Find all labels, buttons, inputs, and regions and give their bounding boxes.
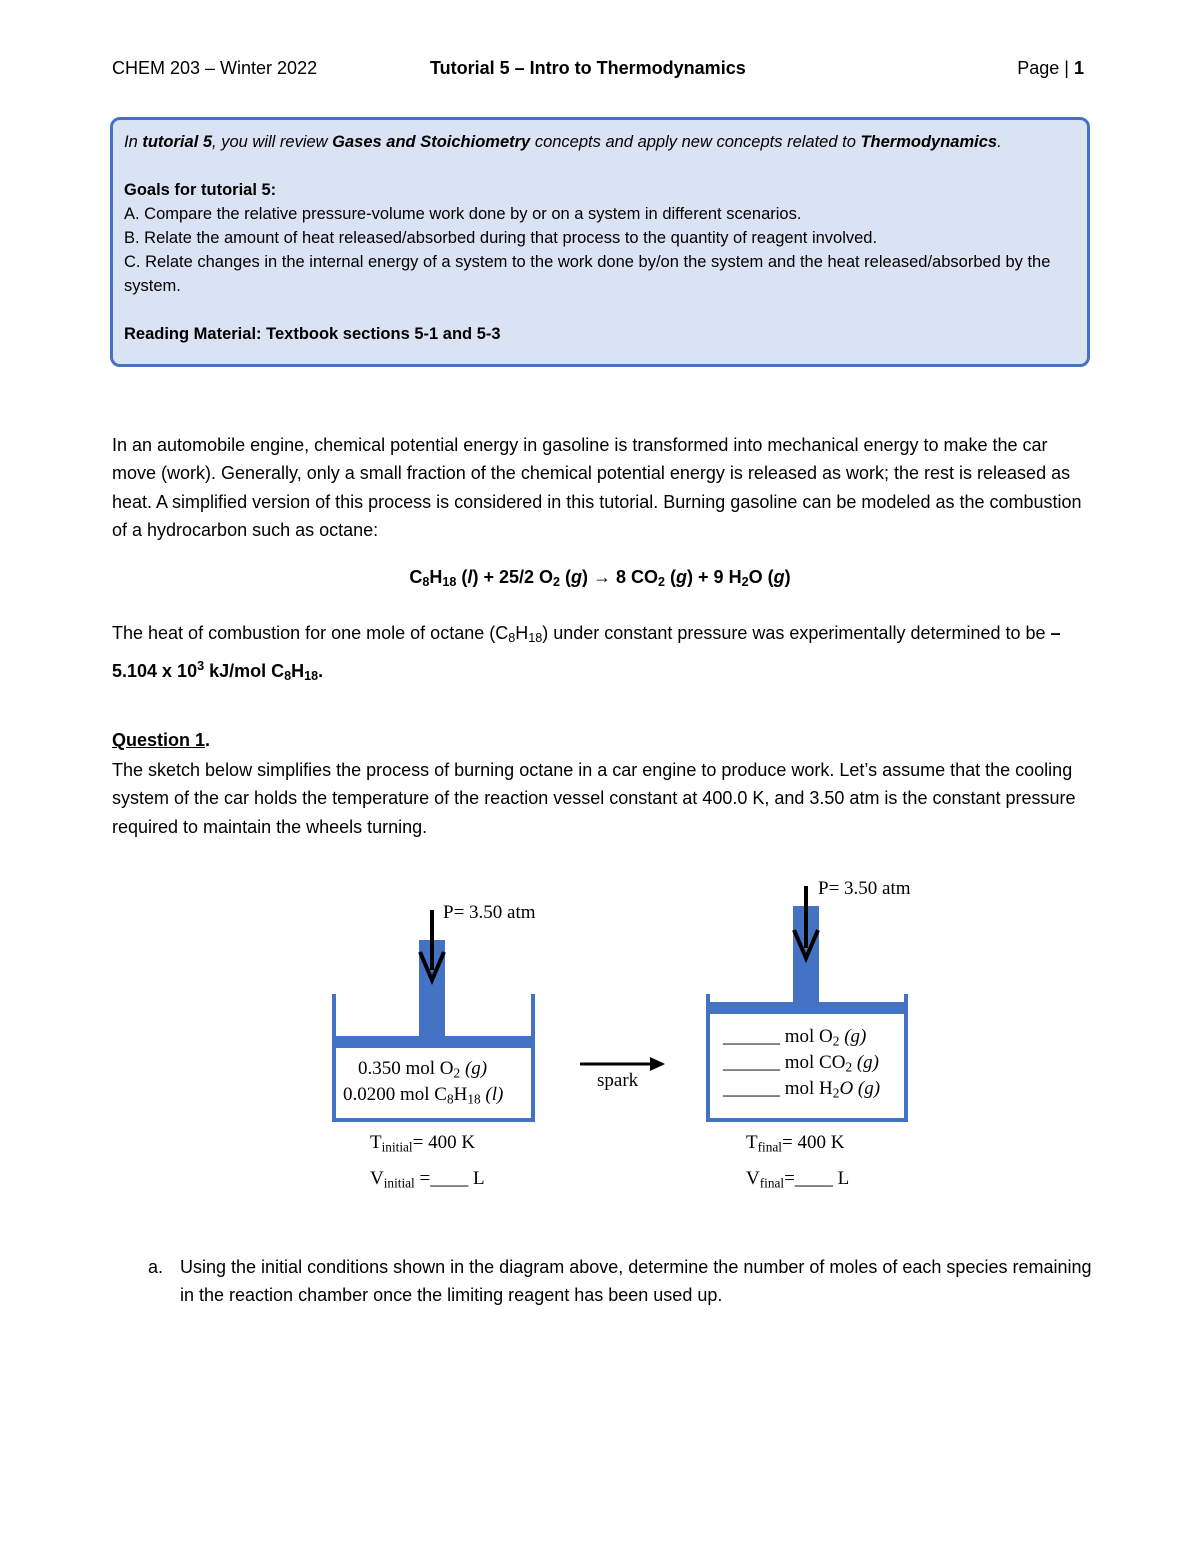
initial-temperature: $T_{initial}= 400$ K — [370, 1132, 476, 1155]
goals-box — [110, 117, 1090, 367]
final-pressure-label: P= 3.50 atm — [818, 878, 911, 899]
final-o2-label: ______ mol $O_2$ (g) — [723, 1026, 867, 1049]
initial-o2-label: 0.350 mol $O_2$ (g) — [358, 1058, 488, 1081]
spark-label: spark — [597, 1070, 639, 1091]
combustion-equation: $C_8H_{18}$ (l) + 25/2 $O_2$ (g) → 8 $CO_2$ (g) + 9 $H_2O$ (g) — [409, 567, 791, 590]
question-body: The sketch below simplifies the process of burning octane in a car engine to produce work. Let’s assume that the cooling system of the car holds the temperature of the reaction vessel constant at 400.0 K, and 3.50 atm is the constant pressure required to maintain the wheels turning. — [112, 760, 1076, 837]
intro-text: concepts and apply new concepts related to — [530, 133, 861, 151]
course-header: CHEM 203 – Winter 2022 — [112, 58, 318, 78]
question-title: Question 1. — [112, 730, 211, 750]
document-title: Tutorial 5 – Intro to Thermodynamics — [430, 58, 746, 78]
piston-drawing — [0, 870, 1200, 1210]
final-volume: $V_{final}=\_\_\_\_$ L — [746, 1168, 850, 1191]
goals-heading: Goals for tutorial 5: — [124, 181, 277, 199]
final-co2-label: ______ mol $CO_2$ (g) — [723, 1052, 880, 1075]
reading-material: Reading Material: Textbook sections 5-1 and 5-3 — [124, 325, 501, 343]
heat-paragraph: The heat of combustion for one mole of octane $(C_8H_{18})$ under constant pressure was experimentally determined to be – 5.104 x $10^3$ kJ/mol $C_8H_{18}$. — [112, 623, 1061, 684]
intro-text: In — [124, 133, 143, 151]
subquestion-text: Using the initial conditions shown in the diagram above, determine the number of moles of each species remaining in the reaction chamber once the limiting reagent has been used up. — [180, 1257, 1092, 1305]
intro-topic: Thermodynamics — [860, 133, 998, 151]
subquestion-marker: a. — [148, 1257, 164, 1277]
initial-volume: $V_{initial}$ =____ L — [370, 1168, 485, 1191]
final-temperature: $T_{final}= 400$ K — [746, 1132, 845, 1155]
intro-tutorial: tutorial 5 — [142, 133, 213, 151]
spark-arrow — [580, 1057, 665, 1071]
goal-a: A. Compare the relative pressure-volume work done by or on a system in different scenarios. — [124, 205, 802, 223]
intro-text: , you will review — [212, 133, 333, 151]
intro-paragraph: In an automobile engine, chemical potential energy in gasoline is transformed into mechanical energy to make the car move (work). Generally, only a small fraction of the chemical potential energy is released as work; the rest is released as heat. A simplified version of this process is considered in this tutorial. Burning gasoline can be modeled as the combustion of a hydrocarbon such as octane: — [112, 435, 1082, 541]
intro-topic: Gases and Stoichiometry — [332, 133, 531, 151]
goals-intro — [124, 130, 1076, 154]
goal-b: B. Relate the amount of heat released/absorbed during that process to the quantity of reagent involved. — [124, 229, 878, 247]
page-number — [1017, 58, 1084, 79]
intro-text: . — [997, 133, 1002, 151]
goal-c: C. Relate changes in the internal energy of a system to the work done by/on the system and the heat released/absorbed by the system. — [124, 253, 1051, 295]
final-h2o-label: ______ mol $H_2O$ (g) — [723, 1078, 881, 1101]
initial-pressure-label: P= 3.50 atm — [443, 902, 536, 923]
page-label: Page | — [1017, 58, 1074, 78]
subquestion-a — [148, 1254, 1098, 1309]
initial-octane-label: 0.0200 mol $C_8H_{18}$ (l) — [343, 1084, 504, 1107]
page-number-value: 1 — [1073, 58, 1084, 78]
